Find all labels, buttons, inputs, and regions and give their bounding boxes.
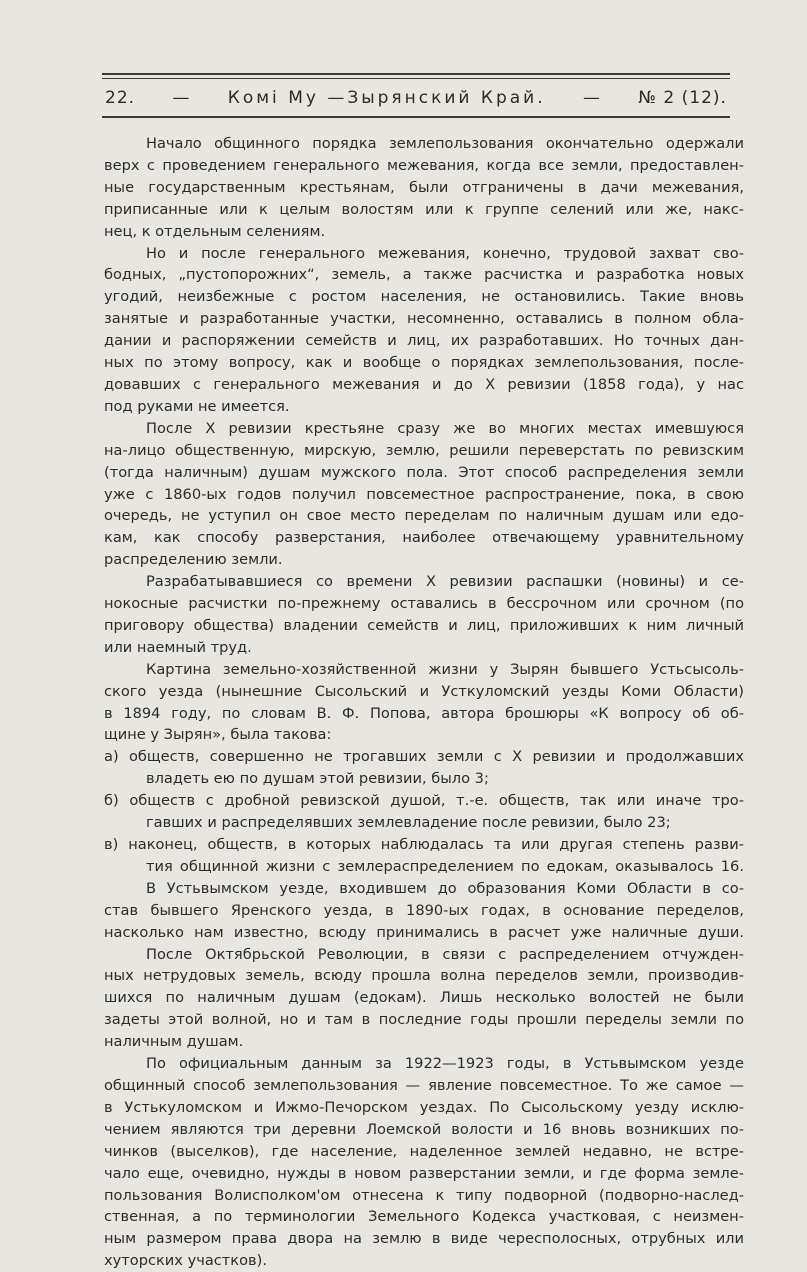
- text-line: Но и после генерального межевания, конечно, трудовой захват сво-: [146, 244, 744, 262]
- text-line: в 1894 году, по словам В. Ф. Попова, автора брошюры «К вопросу об об-: [104, 704, 744, 722]
- text-line: ных по этому вопросу, как и вообще о порядках землепользования, после-: [104, 354, 744, 372]
- text-line: владеть ею по душам этой ревизии, было 3;: [146, 770, 489, 788]
- running-header: [105, 84, 727, 112]
- header-rule-top: [102, 73, 730, 75]
- text-line: общинный способ землепользования — явление повсеместное. То же самое —: [104, 1076, 744, 1094]
- text-line: нокосные расчистки по-прежнему оставались в бессрочном или срочном (по: [104, 595, 744, 613]
- text-line: на-лицо общественную, мирскую, землю, решили переверстать по ревизским: [104, 441, 744, 459]
- header-rule-top-thin: [102, 78, 730, 79]
- text-line: верх с проведением генерального межевания, когда все земли, предоставлен-: [104, 156, 744, 174]
- text-line: пользования Волисполком'ом отнесена к типу подворной (подворно-наслед-: [104, 1186, 744, 1204]
- text-line: чало еще, очевидно, нужды в новом разверстании земли, и где форма земле-: [104, 1164, 744, 1182]
- text-line: хуторских участков).: [104, 1252, 267, 1270]
- text-line: ные государственным крестьянам, были отграничены в дачи межевания,: [104, 178, 744, 196]
- text-line: шихся по наличным душам (едокам). Лишь несколько волостей не были: [104, 989, 744, 1007]
- text-line: приговору общества) владении семейств и лиц, приложивших к ним личный: [104, 616, 744, 634]
- text-line: После X ревизии крестьяне сразу же во многих местах имевшуюся: [146, 419, 744, 437]
- text-line: в Устькуломском и Ижмо-Печорском уездах. По Сысольскому уезду исклю-: [104, 1098, 744, 1116]
- text-line: щине у Зырян», была такова:: [104, 726, 332, 744]
- text-line: чением являются три деревни Лоемской волости и 16 вновь возникших по-: [104, 1120, 744, 1138]
- text-line: угодий, неизбежные с ростом населения, не остановились. Такие вновь: [104, 288, 744, 306]
- header-dash-right: —: [582, 88, 601, 108]
- text-line: гавших и распределявших землевладение после ревизии, было 23;: [146, 814, 671, 832]
- text-line: ского уезда (нынешние Сысольский и Усткуломский уезды Коми Области): [104, 682, 744, 700]
- text-line: наличным душам.: [104, 1033, 244, 1051]
- text-line: под руками не имеется.: [104, 397, 290, 415]
- text-line: Картина земельно-хозяйственной жизни у Зырян бывшего Устьсысоль-: [146, 660, 744, 678]
- text-line: став бывшего Яренского уезда, в 1890-ых годах, в основание переделов,: [104, 901, 744, 919]
- text-line: Начало общинного порядка землепользования окончательно одержали: [146, 135, 744, 152]
- text-line: довавших с генерального межевания и до X ревизии (1858 года), у нас: [104, 375, 744, 393]
- issue-number: № 2 (12).: [638, 88, 727, 108]
- text-line: в) наконец, обществ, в которых наблюдалась та или другая степень разви-: [104, 836, 744, 853]
- text-line: тия общинной жизни с землераспределением по едокам, оказывалось 16.: [146, 857, 744, 875]
- text-line: занятые и разработанные участки, несомненно, оставались в полном обла-: [104, 310, 744, 328]
- text-line: нец, к отдельным селениям.: [104, 222, 326, 240]
- text-line: задеты этой волной, но и там в последние годы прошли переделы земли по: [104, 1011, 744, 1029]
- text-line: ным размером права двора на землю в виде чересполосных, отрубных или: [104, 1230, 744, 1248]
- text-line: (тогда наличным) душам мужского пола. Этот способ распределения земли: [104, 463, 744, 481]
- header-dash-left: —: [172, 88, 191, 108]
- text-line: ных нетрудовых земель, всюду прошла волна переделов земли, производив-: [104, 967, 744, 985]
- header-rule-bottom: [102, 116, 730, 118]
- text-line: уже с 1860-ых годов получил повсеместное распространение, пока, в свою: [104, 485, 744, 503]
- text-line: а) обществ, совершенно не трогавших земли с X ревизии и продолжавших: [104, 748, 744, 766]
- article-body: [104, 133, 744, 1272]
- text-line: бодных, „пустопорожних“, земель, а также расчистка и разработка новых: [104, 266, 744, 284]
- journal-title: Комі Му —Зырянский Край.: [227, 88, 546, 108]
- text-line: или наемный труд.: [104, 638, 252, 656]
- text-line: чинков (выселков), где население, наделенное землей недавно, не встре-: [104, 1142, 744, 1160]
- text-line: После Октябрьской Революции, в связи с распределением отчужден-: [146, 945, 744, 963]
- text-line: В Устьвымском уезде, входившем до образования Коми Области в со-: [146, 879, 744, 897]
- text-line: приписанные или к целым волостям или к группе селений или же, накс-: [104, 200, 744, 218]
- text-line: ственная, а по терминологии Земельного Кодекса участковая, с неизмен-: [104, 1208, 744, 1226]
- text-line: очередь, не уступил он свое место переделам по наличным душам или едо-: [104, 507, 744, 525]
- text-line: По официальным данным за 1922—1923 годы, в Устьвымском уезде: [146, 1055, 744, 1073]
- text-line: б) обществ с дробной ревизской душой, т.-е. обществ, так или иначе тро-: [104, 792, 744, 810]
- text-line: распределению земли.: [104, 551, 283, 569]
- text-line: насколько нам известно, всюду принимались в расчет уже наличные души.: [104, 923, 744, 941]
- text-line: Разрабатывавшиеся со времени X ревизии распашки (новины) и се-: [146, 573, 744, 591]
- text-line: дании и распоряжении семейств и лиц, их разработавших. Но точных дан-: [104, 332, 744, 350]
- page-number: 22.: [105, 88, 136, 108]
- text-line: кам, как способу разверстания, наиболее отвечающему уравнительному: [104, 529, 744, 547]
